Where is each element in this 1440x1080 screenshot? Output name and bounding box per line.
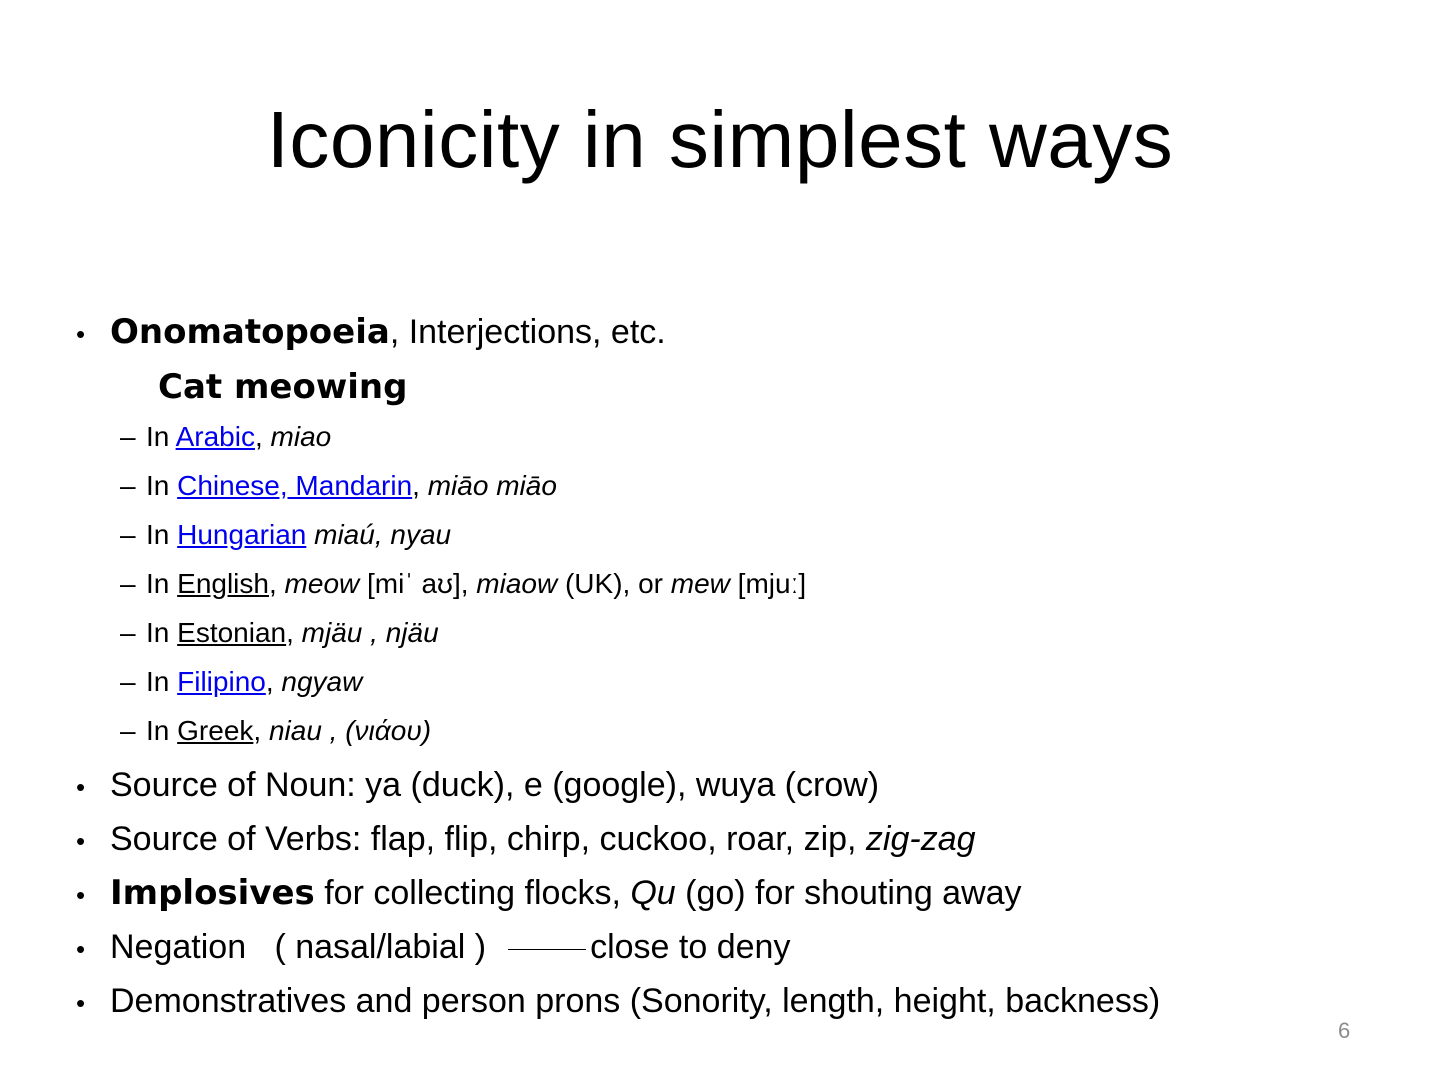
item-sep: , [268,568,285,599]
dash-marker: – [120,617,136,648]
item-prefix: In [146,666,178,697]
arrow-line [508,949,586,950]
link-estonian[interactable]: Estonian [177,617,287,648]
item-sep: , [253,715,269,746]
word-chinese: miāo miāo [427,470,557,501]
implosives-italic: Qu [630,874,676,912]
link-chinese-mandarin[interactable]: Chinese, Mandarin [177,470,413,501]
word-estonian: mjäu , njäu [301,617,439,648]
cat-item-english [120,567,806,601]
item-sep: , [265,666,282,697]
item-sep: , [286,617,302,648]
cat-item-greek [120,714,431,748]
negation-text: Negation ( nasal/labial ) [110,928,487,966]
bullet-negation [76,927,790,969]
bullet-marker: • [76,988,86,1018]
implosives-rest: (go) for shouting away [675,874,1022,912]
word-greek: niau , (νιάου) [268,715,432,746]
word-english-mew: mew [670,568,730,599]
item-prefix: In [146,421,176,452]
implosives-text: for collecting flocks, [314,874,631,912]
bullet-marker: • [76,880,86,910]
bullet-marker: • [76,934,86,964]
link-greek[interactable]: Greek [177,715,254,746]
word-filipino: ngyaw [281,666,363,697]
word-arabic: miao [270,421,332,452]
dash-marker: – [120,519,136,550]
dash-marker: – [120,568,136,599]
link-english[interactable]: English [177,568,269,599]
item-prefix: In [146,470,178,501]
cat-item-arabic [120,420,331,454]
onomatopoeia-rest: , Interjections, etc. [389,313,666,351]
ipa-meow: [miˈ aʊ], [359,568,477,599]
item-prefix: In [146,715,178,746]
bullet-implosives [76,873,1022,915]
onomatopoeia-term: Onomatopoeia [110,312,390,352]
bullet-marker: • [76,772,86,802]
bullet-marker: • [76,826,86,856]
word-english-meow: meow [284,568,360,599]
verbs-text: Source of Verbs: flap, flip, chirp, cuckoo, roar, zip, [110,820,866,858]
cat-meowing-heading: Cat meowing [158,367,408,407]
link-arabic[interactable]: Arabic [175,421,255,452]
item-sep: , [254,421,271,452]
link-hungarian[interactable]: Hungarian [177,519,307,550]
english-extra-2: (UK), or [557,568,671,599]
bullet-onomatopoeia [76,312,666,354]
cat-item-hungarian [120,518,451,552]
bullet-marker: • [76,319,86,349]
dash-marker: – [120,666,136,697]
implosives-term: Implosives [110,873,315,913]
item-sep [306,519,314,550]
verbs-italic: zig-zag [865,820,976,858]
cat-item-estonian [120,616,439,650]
ipa-mew: [mjuː] [729,568,807,599]
page-number: 6 [1338,1018,1351,1043]
dash-marker: – [120,715,136,746]
slide-title: Iconicity in simplest ways [266,95,1174,184]
cat-item-chinese [120,469,557,503]
cat-item-filipino [120,665,362,699]
word-hungarian: miaú, nyau [314,519,452,550]
demonstratives-text: Demonstratives and person prons (Sonority, length, height, backness) [110,982,1161,1020]
dash-marker: – [120,470,136,501]
item-prefix: In [146,519,178,550]
item-sep: , [412,470,428,501]
word-english-miaow: miaow [476,568,558,599]
link-filipino[interactable]: Filipino [177,666,266,697]
bullet-noun [76,765,879,807]
bullet-verbs [76,819,976,861]
item-prefix: In [146,617,178,648]
dash-marker: – [120,421,136,452]
bullet-demonstratives [76,981,1160,1023]
item-prefix: In [146,568,178,599]
negation-rest: close to deny [590,928,791,966]
noun-text: Source of Noun: ya (duck), e (google), wuya (crow) [110,766,880,804]
